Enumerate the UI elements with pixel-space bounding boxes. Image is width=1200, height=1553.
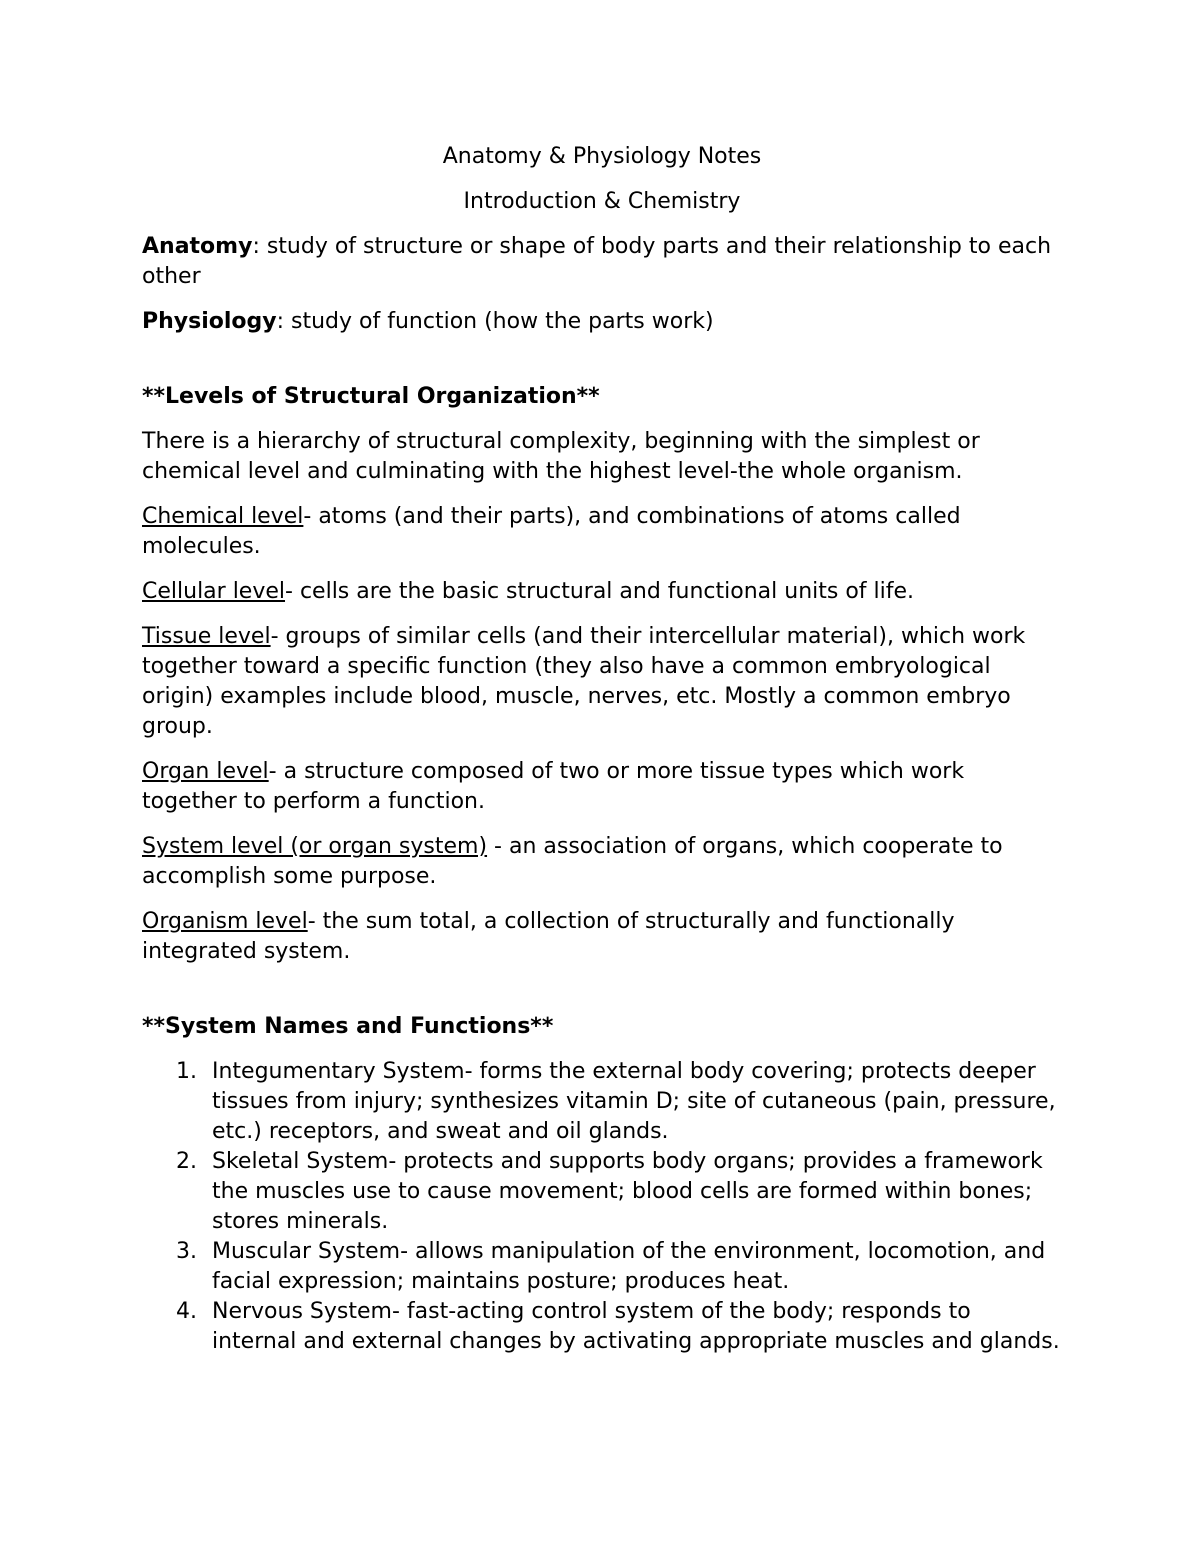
- levels-intro: There is a hierarchy of structural complexity, beginning with the simplest or chemical level and culminating with the highest level-the whole organism.: [142, 429, 980, 484]
- definition-text: : study of function (how the parts work): [276, 309, 714, 334]
- definition-text: : study of structure or shape of body parts and their relationship to each other: [142, 234, 1052, 289]
- level-text: - cells are the basic structural and functional units of life.: [285, 579, 915, 604]
- definition-anatomy: [142, 232, 1062, 292]
- document-subtitle: Introduction & Chemistry: [463, 189, 741, 214]
- level-name: Cellular level: [142, 579, 286, 604]
- list-number: 4.: [176, 1299, 197, 1324]
- level-name: Chemical level: [142, 504, 304, 529]
- list-item: [142, 1147, 1062, 1237]
- level-cellular: [142, 577, 1062, 607]
- level-chemical: [142, 502, 1062, 562]
- level-text: - a structure composed of two or more tissue types which work together to perform a function.: [142, 759, 965, 814]
- list-item-text: Nervous System- fast-acting control system of the body; responds to internal and external changes by activating appropriate muscles and glands.: [212, 1299, 1060, 1354]
- level-name: Organ level: [142, 759, 269, 784]
- level-tissue: [142, 622, 1062, 742]
- definition-term: Anatomy: [142, 234, 253, 259]
- level-name: System level (or organ system): [142, 834, 488, 859]
- level-name: Organism level: [142, 909, 308, 934]
- list-item-text: Skeletal System- protects and supports body organs; provides a framework the muscles use to cause movement; blood cells are formed within bones; stores minerals.: [212, 1149, 1043, 1234]
- level-text: - groups of similar cells (and their intercellular material), which work together toward a specific function (they also have a common embryological origin) examples include blood, muscle, nerves, etc. Mostly a common embryo group.: [142, 624, 1026, 739]
- level-text: - an association of organs, which cooperate to accomplish some purpose.: [142, 834, 1003, 889]
- definition-term: Physiology: [142, 309, 277, 334]
- definition-physiology: [142, 307, 1062, 337]
- document-title: Anatomy & Physiology Notes: [442, 144, 762, 169]
- list-item: [142, 1057, 1062, 1147]
- list-item-text: Muscular System- allows manipulation of the environment, locomotion, and facial expression; maintains posture; produces heat.: [212, 1239, 1046, 1294]
- systems-list: [142, 1057, 1062, 1357]
- list-number: 3.: [176, 1239, 197, 1264]
- list-number: 1.: [176, 1059, 197, 1084]
- level-text: - the sum total, a collection of structurally and functionally integrated system.: [142, 909, 955, 964]
- list-item-text: Integumentary System- forms the external body covering; protects deeper tissues from injury; synthesizes vitamin D; site of cutaneous (pain, pressure, etc.) receptors, and sweat and oil glands.: [212, 1059, 1056, 1144]
- level-organism: [142, 907, 1062, 967]
- section-heading-systems: **System Names and Functions**: [142, 1014, 554, 1039]
- level-organ: [142, 757, 1062, 817]
- list-item: [142, 1237, 1062, 1297]
- level-name: Tissue level: [142, 624, 271, 649]
- section-heading-levels: **Levels of Structural Organization**: [142, 384, 600, 409]
- level-text: - atoms (and their parts), and combinations of atoms called molecules.: [142, 504, 961, 559]
- list-item: [142, 1297, 1062, 1357]
- level-system: [142, 832, 1062, 892]
- document-page: [142, 142, 1062, 1357]
- list-number: 2.: [176, 1149, 197, 1174]
